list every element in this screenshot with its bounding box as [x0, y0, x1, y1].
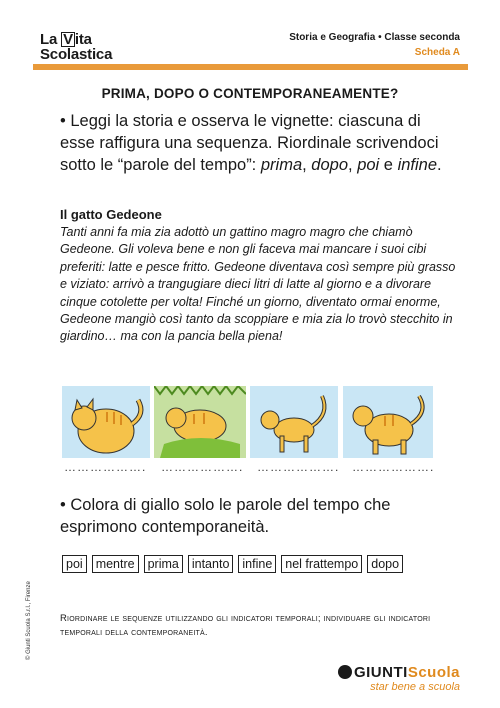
- story-title: Il gatto Gedeone: [60, 207, 162, 222]
- answer-blank-1[interactable]: ……………….: [64, 460, 147, 474]
- word-box[interactable]: nel frattempo: [281, 555, 362, 573]
- time-words: [62, 555, 403, 573]
- vignette-fat-cat: [62, 386, 150, 458]
- answer-blank-4[interactable]: ……………….: [352, 460, 435, 474]
- teacher-note: Riordinare le sequenze utilizzando gli indicatori temporali; individuare gli indicatori temporali della contemporaneità.: [60, 613, 431, 638]
- copyright-notice: © Giunti Scuola S.r.l., Firenze: [26, 581, 32, 660]
- header-rule: [33, 64, 468, 70]
- instruction-reorder: • Leggi la storia e osserva le vignette: ciascuna di esse raffigura una sequenza. Riordinale scrivendoci sotto le “parole del tempo”: prima, dopo, poi e infine.: [60, 112, 442, 174]
- answer-blank-3[interactable]: ……………….: [257, 460, 340, 474]
- header-info: [289, 30, 460, 60]
- instruction-color: • Colora di giallo solo le parole del tempo che esprimono contemporaneità.: [60, 496, 391, 536]
- word-box[interactable]: dopo: [367, 555, 403, 573]
- sheet-label: Scheda A: [414, 47, 460, 58]
- page-title: PRIMA, DOPO O CONTEMPORANEAMENTE?: [101, 86, 399, 101]
- story-text: Tanti anni fa mia zia adottò un gattino magro magro che chiamò Gedeone. Gli voleva bene e non gli faceva mai mancare i suoi cibi preferiti: latte e pesce fritto. Gedeone diventava così sempre più grasso e viziato: arrivò a trangugiare dieci litri di latte al giorno e a divorare cinque cotolette per volta! Finché un giorno, diventato ormai enorme, Gedeone mangiò così tanto da scoppiare e mia zia lo trovò stecchito in giardino… ma con la pancia bella piena!: [60, 225, 456, 344]
- word-box[interactable]: prima: [144, 555, 183, 573]
- word-box[interactable]: infine: [238, 555, 276, 573]
- word-box[interactable]: mentre: [92, 555, 139, 573]
- vignette-thin-cat: [250, 386, 338, 458]
- vignette-cat-in-garden: [154, 386, 246, 458]
- giunti-scuola-logo: GIUNTIScuola star bene a scuola: [338, 664, 460, 693]
- la-vita-scolastica-logo: La V ita Scolastica: [40, 31, 113, 63]
- answer-blank-2[interactable]: ……………….: [161, 460, 244, 474]
- word-box[interactable]: poi: [62, 555, 87, 573]
- giunti-logo-icon: [338, 665, 352, 679]
- subject-label: Storia e Geografia • Classe seconda: [289, 32, 460, 43]
- vignette-plump-cat: [343, 386, 433, 458]
- word-box[interactable]: intanto: [188, 555, 234, 573]
- brand-tagline: star bene a scuola: [370, 681, 460, 693]
